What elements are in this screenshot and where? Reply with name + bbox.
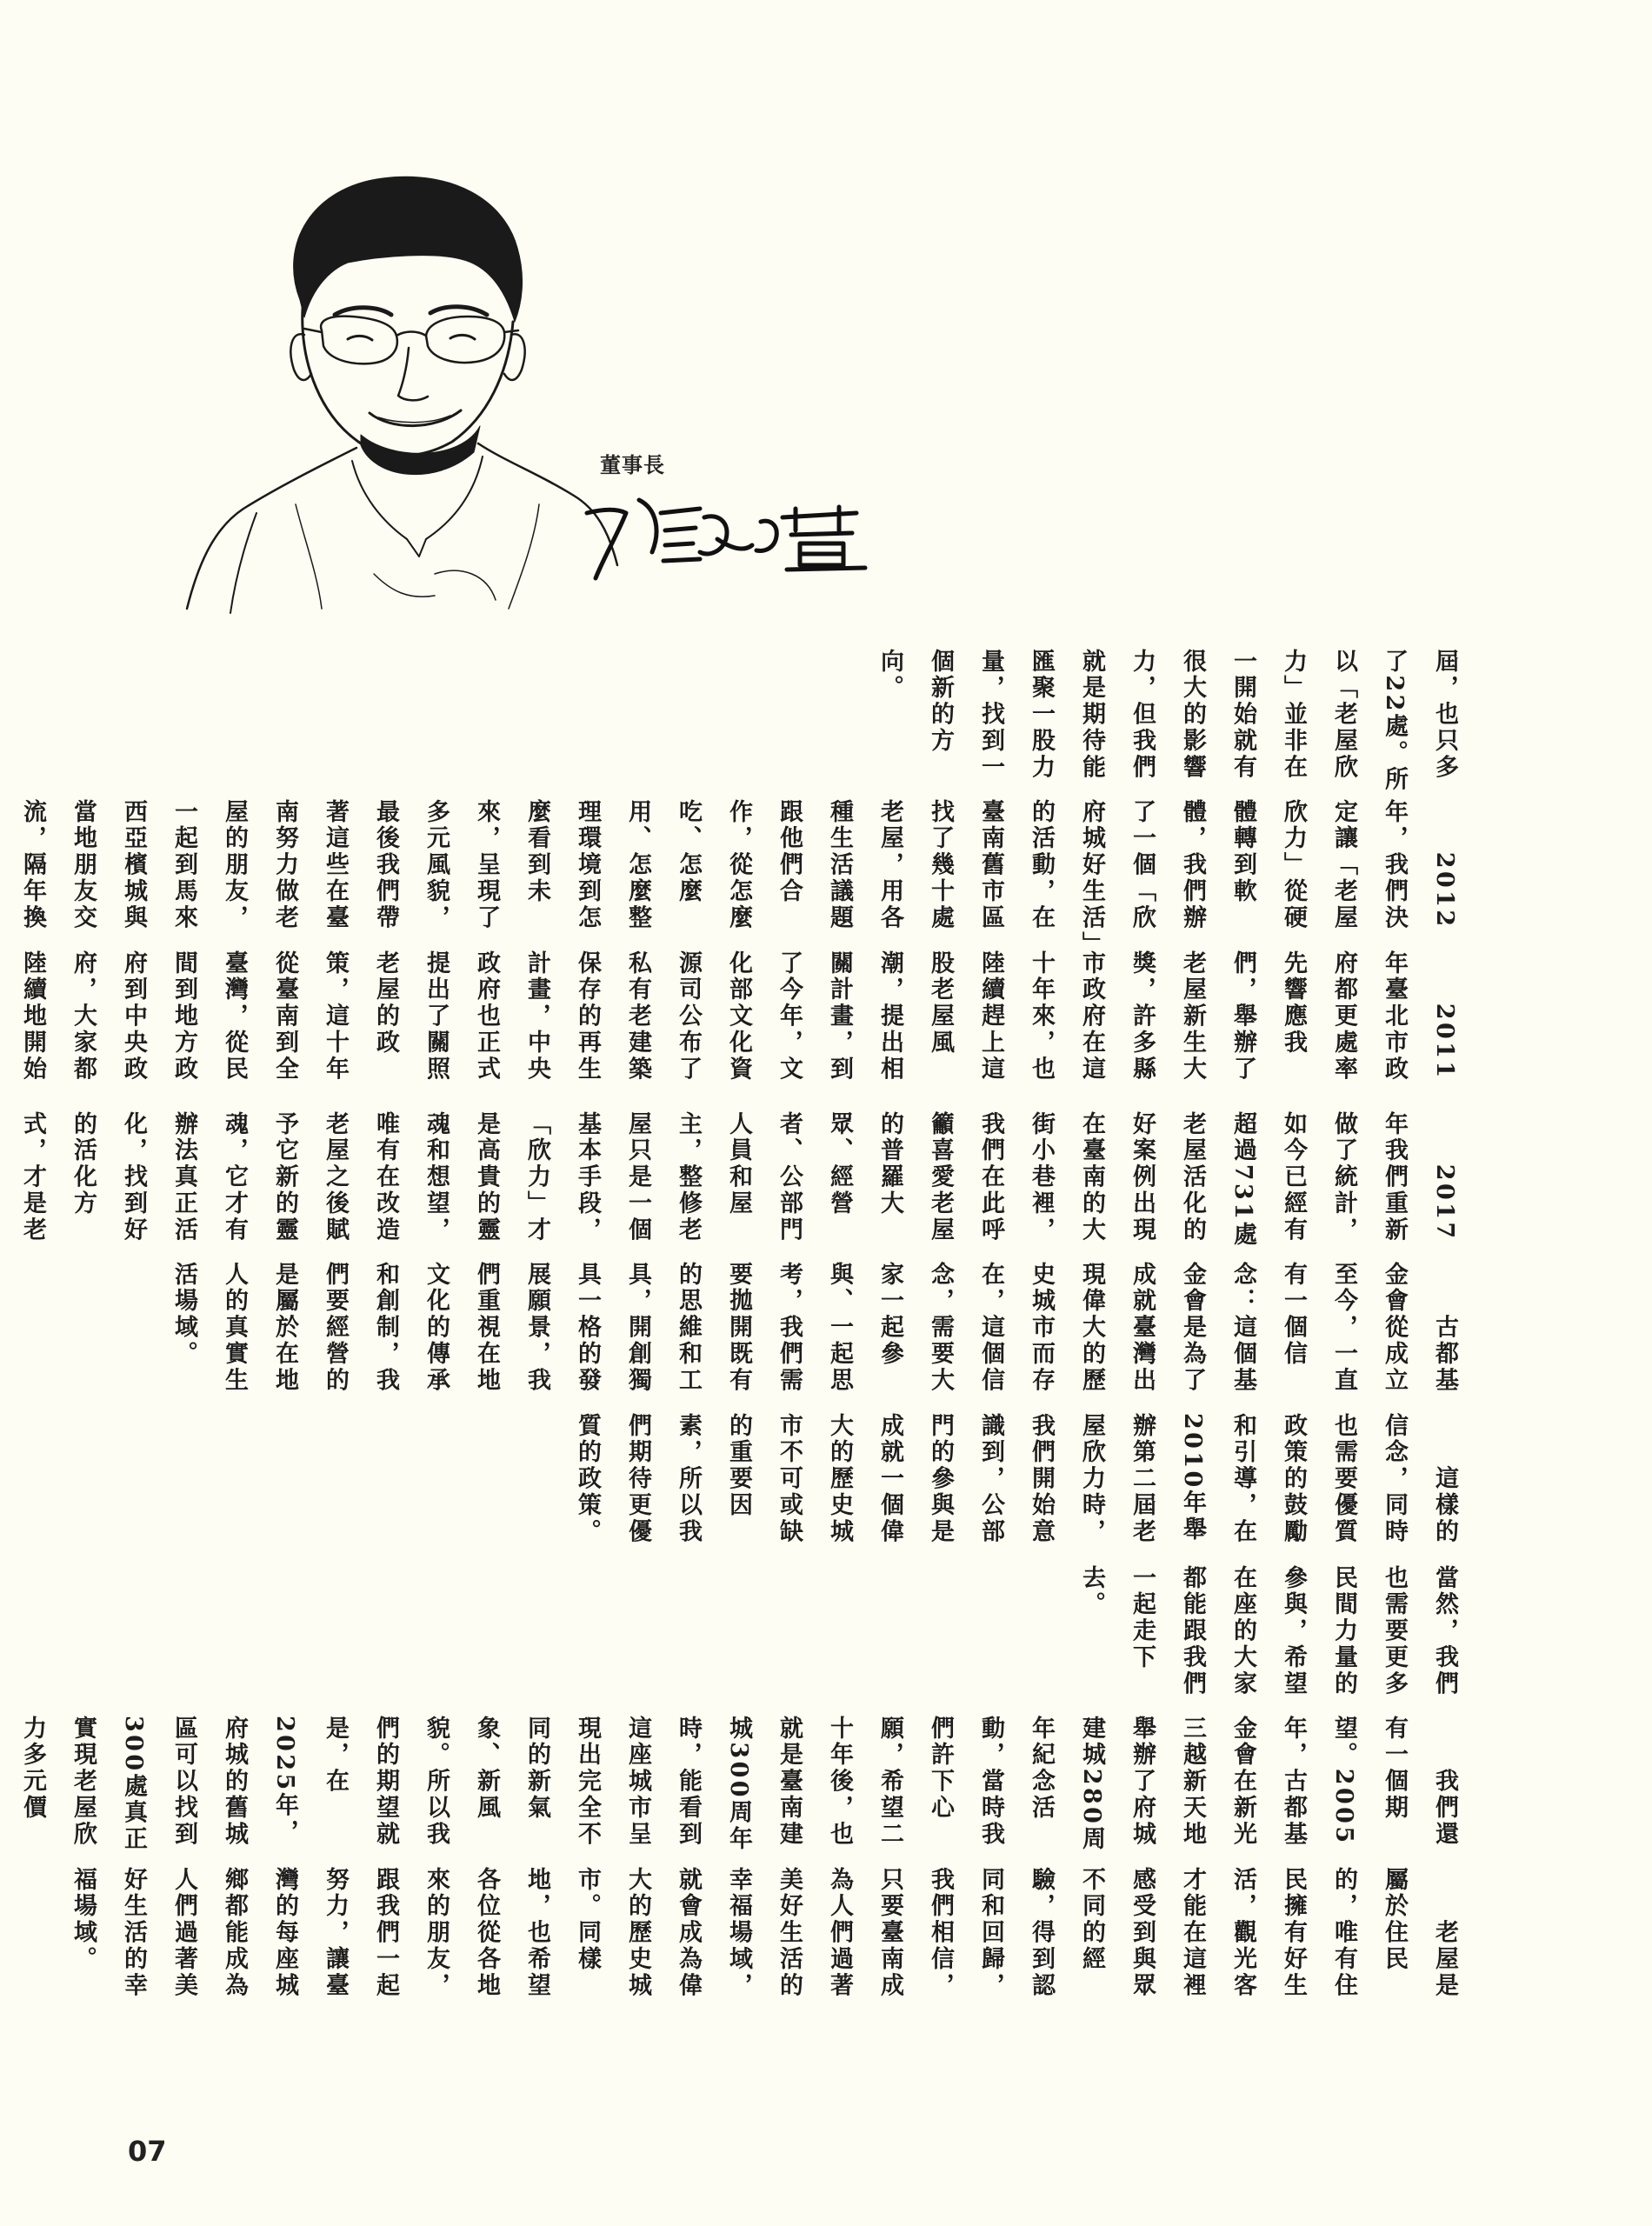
text-block-middle [19,1111,1469,1563]
paragraph: 2017年我們重新做了統計，如今已經有超過731處老屋活化的好案例出現在臺南的大街小巷裡，我們在此呼籲喜愛老屋的普羅大眾、經營者、公部門人員和屋主，整修老屋只是一個基本手段，「欣力」才是高貴的靈魂和想望，唯有在改造老屋之後賦予它新的靈魂，它才有辦法真正活化，找到好的活化方式，才是老 [19,1111,1458,1249]
paragraph: 我們還有一個期望。2005年，古都基金會在新光三越新天地舉辦了府城建城280周年紀念活動，當時我們許下心願，希望二十年後，也就是臺南建城300周年時，能看到這座城市呈現出完全不同的新氣象、新風貌。所以我們的期望就是，在2025年，府城的舊城區可以找到300處真正實現老屋欣力多元價 [19,1716,1458,1854]
page-number: 07 [128,2135,167,2168]
paragraph: 2011年臺北市政府都更處率先響應我們，舉辦了老屋新生大獎，許多縣市政府在這十年來，也陸續趕上這股老屋風潮，提出相關計畫，到了今年，文化部文化資源司公布了私有老建築保存的再生計畫，中央政府也正式提出了關照老屋的政策，這十年從臺南到全臺灣，從民間到地方政府到中央政府，大家都陸續地開始 [19,950,1458,1083]
role-label: 董事長 [600,453,665,477]
paragraph: 當然，我們也需要更多民間力量的參與，希望在座的大家都能跟我們一起走下去。 [1078,1565,1458,1697]
paragraph: 古都基金會從成立至今，一直有一個信念：這個基金會是為了成就臺灣出現偉大的歷史城市而存在，這個信念，需要大家一起參與、一起思考，我們需要拋開既有的思維和工具，開創獨具一格的發展願景，我們重視在地文化的傳承和創制，我們要經營的是屬於在地人的真實生活場域。 [170,1262,1458,1395]
paragraph: 2012年，我們決定讓「老屋欣力」從硬體轉到軟體，我們辦了一個「欣府城好生活」的活動，在臺南舊市區找了幾十處老屋，用各種生活議題跟他們合作，從怎麼吃、怎麼用、怎麼整理環境到怎麼看到未來，呈現了多元風貌，最後我們帶著這些在臺南努力做老屋的朋友，一起到馬來西亞檳城與當地朋友交流，隔年換 [19,799,1458,947]
paragraph: 老屋是屬於住民的，唯有住民擁有好生活，觀光客才能在這裡感受到與眾不同的經驗，得到認同和回歸，我們相信，只要臺南成為人們過著美好生活的幸福場域，就會成為偉大的歷史城市。同樣地，也希望各位從各地來的朋友，跟我們一起努力，讓臺灣的每座城鄉都能成為人們過著美好生活的幸福場域。 [70,1866,1458,1999]
text-block-top [19,649,1469,1101]
paragraph: 這樣的信念，同時也需要優質政策的鼓勵和引導，在2010年舉辦第二屆老屋欣力時，我們開始意識到，公部門的參與是成就一個偉大的歷史城市不可或缺的重要因素，所以我們期待更優質的政策。 [574,1412,1458,1545]
paragraph: 屆，也只多了22處。所以「老屋欣力」並非在一開始就有很大的影響力，但我們就是期待能匯聚一股力量，找到一個新的方向。 [876,649,1458,793]
text-block-bottom [19,1565,1469,2017]
chairman-portrait-illustration [174,165,626,617]
chairman-signature [578,483,874,587]
